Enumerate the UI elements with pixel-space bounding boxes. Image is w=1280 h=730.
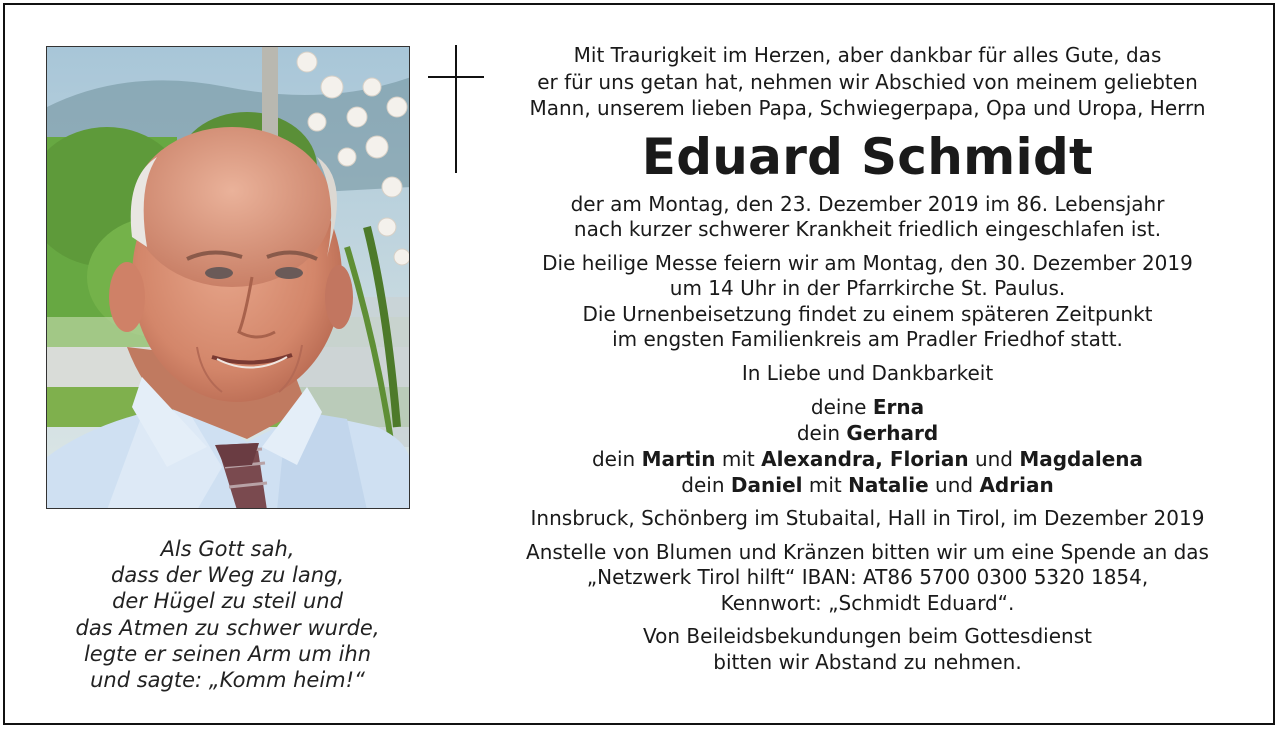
condolence-line: bitten wir Abstand zu nehmen. — [713, 649, 1022, 674]
poem — [40, 536, 415, 693]
donation-line: „Netzwerk Tirol hilft“ IBAN: AT86 5700 0300 5320 1854, — [586, 565, 1149, 589]
intro-line: Mit Traurigkeit im Herzen, aber dankbar für alles Gute, das — [573, 43, 1162, 67]
signer-name: Erna — [872, 395, 925, 419]
cross-icon — [428, 45, 484, 175]
signer-prefix: dein — [591, 447, 636, 471]
signer-name: Alexandra, Florian — [761, 447, 969, 471]
signer-line — [500, 420, 1235, 446]
poem-line: der Hügel zu steil und — [112, 589, 343, 614]
signer-prefix: dein — [681, 473, 725, 497]
poem-line: und sagte: „Komm heim!“ — [90, 668, 365, 693]
signer-name: Natalie — [848, 473, 929, 497]
signer-name: Adrian — [979, 473, 1054, 497]
signer-name: Martin — [641, 447, 716, 471]
signer-line — [500, 446, 1235, 472]
signer-name: Gerhard — [846, 421, 939, 445]
signers — [500, 394, 1235, 498]
poem-line: dass der Weg zu lang, — [110, 563, 345, 588]
signer-connector: und — [935, 473, 974, 497]
poem-line: legte er seinen Arm um ihn — [83, 641, 372, 666]
signer-name: Magdalena — [1019, 447, 1144, 471]
donation-line: Anstelle von Blumen und Kränzen bitten wir um eine Spende an das — [526, 539, 1209, 564]
poem-line: Als Gott sah, — [160, 537, 295, 561]
condolence-line: Von Beileidsbekundungen beim Gottesdienst — [643, 624, 1092, 648]
signer-connector: mit — [808, 473, 842, 497]
mass-line: im engsten Familienkreis am Pradler Friedhof statt. — [612, 327, 1123, 351]
condolence-paragraph — [500, 624, 1235, 675]
signer-connector: und — [974, 447, 1013, 471]
mass-line: um 14 Uhr in der Pfarrkirche St. Paulus. — [669, 276, 1066, 300]
mass-line: Die Urnenbeisetzung findet zu einem späteren Zeitpunkt — [582, 301, 1153, 326]
mass-line: Die heilige Messe feiern wir am Montag, den 30. Dezember 2019 — [542, 250, 1193, 275]
death-paragraph — [500, 192, 1235, 243]
closing-phrase: In Liebe und Dankbarkeit — [741, 360, 994, 385]
place-date: Innsbruck, Schönberg im Stubaital, Hall in Tirol, im Dezember 2019 — [530, 506, 1205, 530]
intro-paragraph — [500, 42, 1235, 122]
signer-name: Daniel — [730, 473, 803, 497]
signer-line — [500, 394, 1235, 420]
death-line: nach kurzer schwerer Krankheit friedlich eingeschlafen ist. — [573, 217, 1162, 241]
signer-line — [500, 472, 1235, 498]
intro-line: er für uns getan hat, nehmen wir Abschied von meinem geliebten — [537, 69, 1198, 94]
intro-line: Mann, unserem lieben Papa, Schwiegerpapa, Opa und Uropa, Herrn — [529, 96, 1206, 120]
mass-paragraph — [500, 251, 1235, 353]
death-line: der am Montag, den 23. Dezember 2019 im 86. Lebensjahr — [570, 191, 1165, 216]
signer-prefix: dein — [796, 421, 841, 445]
signer-connector: mit — [721, 447, 755, 471]
donation-line: Kennwort: „Schmidt Eduard“. — [720, 590, 1015, 615]
deceased-name: Eduard Schmidt — [641, 127, 1094, 186]
obituary-text — [500, 42, 1235, 675]
poem-line: das Atmen zu schwer wurde, — [75, 615, 380, 640]
portrait-photo — [46, 46, 410, 509]
donation-paragraph — [500, 540, 1235, 617]
signer-prefix: deine — [810, 395, 867, 419]
